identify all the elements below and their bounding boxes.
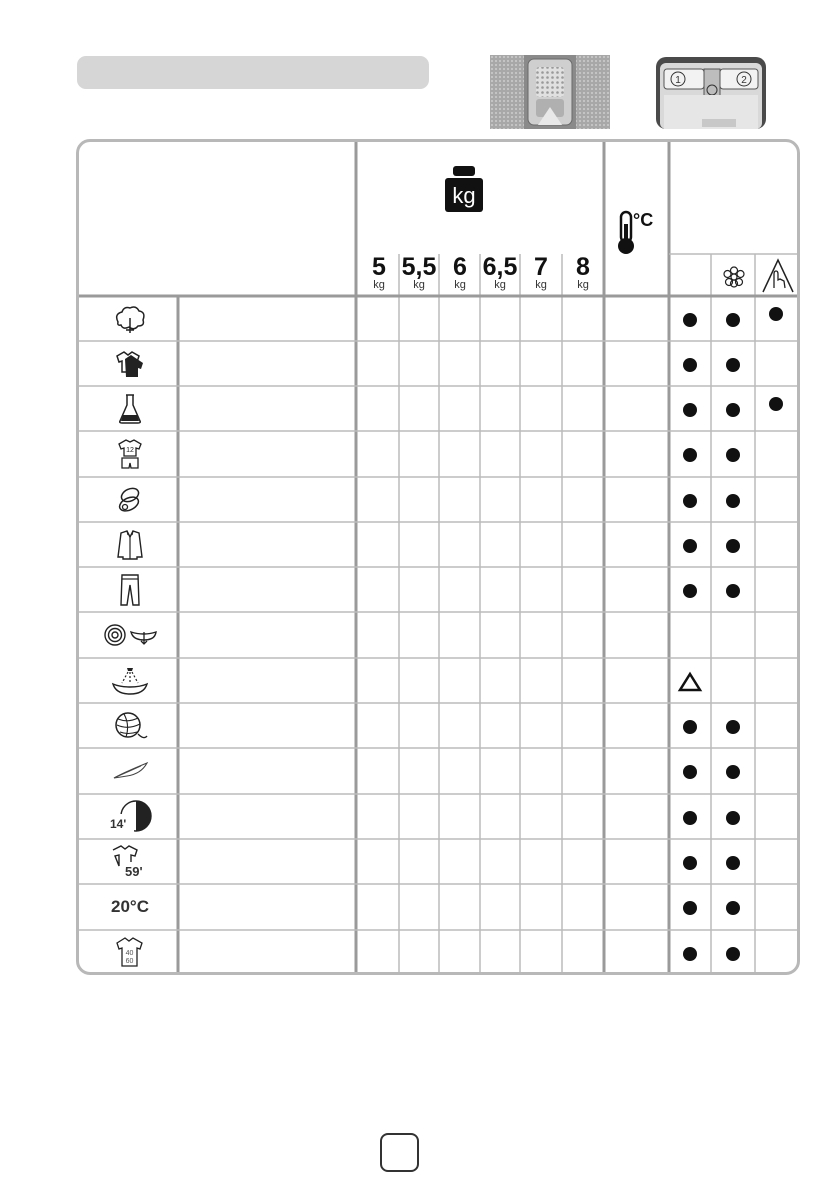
dot-column-mark [683,856,697,870]
weight-kg-icon [445,166,483,214]
softener-mark [726,584,740,598]
svg-text:kg: kg [452,183,476,208]
shirt-59-icon [109,844,151,880]
baby-clothes-icon [115,438,145,470]
softener-mark [726,539,740,553]
softener-mark [726,494,740,508]
load-5-5kg: 5,5 kg [401,253,437,291]
load-7kg: 7 kg [534,253,548,291]
spin-drain-icon [103,622,157,648]
drawer-compartments-photo [640,55,770,129]
softener-mark [726,856,740,870]
hygiene-flask-icon [118,393,142,425]
dot-column-mark [683,811,697,825]
softener-mark [726,448,740,462]
hand-touch-mark [769,397,783,411]
svg-text:°C: °C [633,210,654,230]
delicates-feather-icon [111,760,149,782]
cotton-icon [112,304,148,334]
dot-column-mark [683,313,697,327]
thermometer-icon [615,210,663,258]
load-6kg: 6 kg [453,253,467,291]
program-icon-cell [82,432,178,476]
quick-14-icon [108,798,152,834]
load-5kg: 5 kg [372,253,386,291]
softener-mark [726,720,740,734]
softener-mark [726,313,740,327]
softener-mark [726,811,740,825]
program-icon-cell [82,704,178,748]
program-table [76,139,800,975]
shirts-icon [115,529,145,561]
dot-column-mark [683,765,697,779]
svg-text:59': 59' [125,864,143,879]
program-icon-cell [82,568,178,612]
dot-column-mark [683,947,697,961]
dot-column-mark [683,539,697,553]
hand-touch-icon [761,258,795,294]
program-icon-cell [82,387,178,431]
mixed-40-60-icon [114,936,146,968]
svg-text:12: 12 [126,447,134,454]
synthetics-shirt-icon [113,350,147,378]
pacifier-icon [115,485,145,513]
triangle-mark [677,671,703,693]
program-icon-cell [82,840,178,884]
dot-column-mark [683,448,697,462]
dot-column-mark [683,403,697,417]
dot-column-mark [683,584,697,598]
softener-flower-icon [722,265,746,289]
program-icon-cell [82,930,178,974]
program-icon-cell [82,342,178,386]
load-8kg: 8 kg [576,253,590,291]
section-title-bar [77,56,429,89]
program-icon-cell [82,523,178,567]
dot-column-mark [683,720,697,734]
svg-text:14': 14' [110,817,127,831]
dot-column-mark [683,358,697,372]
softener-mark [726,901,740,915]
program-icon-cell [82,794,178,838]
cold-20c-icon: 20°C [111,897,149,916]
program-icon-cell [82,477,178,521]
hand-touch-mark [769,307,783,321]
wool-icon [112,710,148,742]
program-icon-cell [82,658,178,702]
program-icon-cell [82,297,178,341]
page-number-box [380,1133,419,1172]
program-icon-cell [82,885,178,929]
detergent-drawer-photo [490,55,610,129]
svg-text:2: 2 [741,75,747,86]
softener-mark [726,403,740,417]
softener-mark [726,947,740,961]
svg-text:1: 1 [675,75,681,86]
softener-mark [726,358,740,372]
program-icon-cell [82,749,178,793]
load-6-5kg: 6,5 kg [482,253,518,291]
dot-column-mark [683,901,697,915]
rinse-icon [110,664,150,696]
svg-text:60: 60 [125,958,134,965]
dot-column-mark [683,494,697,508]
jeans-icon [119,573,141,607]
program-icon-cell [82,613,178,657]
svg-text:40: 40 [125,950,134,957]
softener-mark [726,765,740,779]
